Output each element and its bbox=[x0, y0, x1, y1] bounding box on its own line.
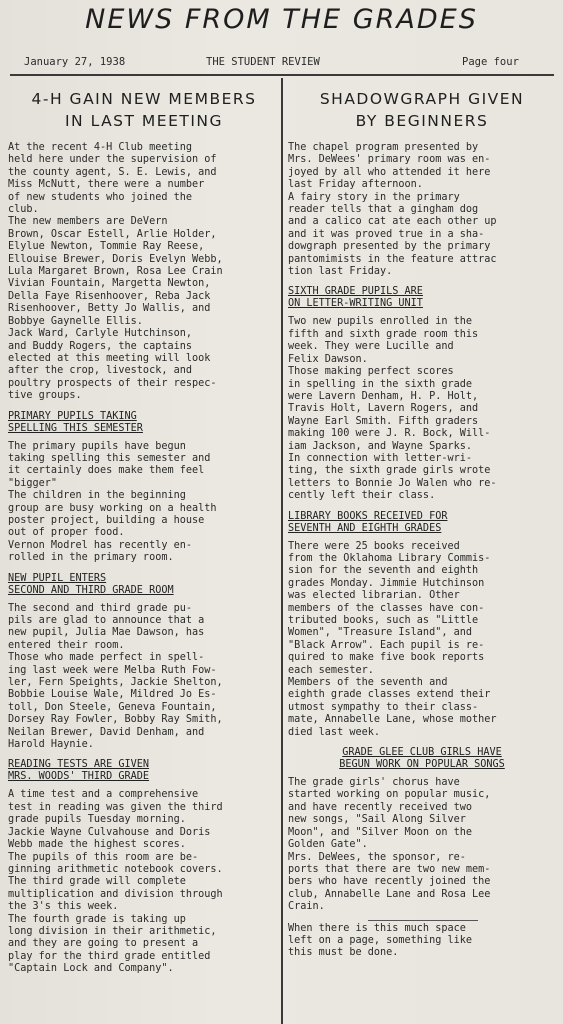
paragraph: Jack Ward, Carlyle Hutchinson, and Buddy Rogers, the captains elected at this meeting will look after the crop, livestock, and poultry prospects of their respec- tive groups. bbox=[8, 328, 217, 402]
paragraph: The grade girls' chorus have started working on popular music, and have recently received two new songs, "Sail Along Silver Moon", and "Silver Moon on the Golden Gate". bbox=[288, 777, 491, 851]
page-number: Page four bbox=[462, 56, 519, 68]
paragraph: The primary pupils have begun taking spelling this semester and it certainly does make them feel "bigger" bbox=[8, 440, 211, 489]
paragraph: The pupils of this room are be- ginning arithmetic notebook covers. bbox=[8, 851, 223, 875]
subheadline-new-pupil: NEW PUPIL ENTERS SECOND AND THIRD GRADE ROOM bbox=[8, 572, 174, 596]
paragraph: The new members are DeVern Brown, Oscar Estell, Arlie Holder, Elylue Newton, Tommie Ray Reese, Ellouise Brewer, Doris Evelyn Webb, Lula Margaret Brown, Rosa Lee Crain Vivian Fountain, Margetta Newton, Della Faye Risenhoover, Reba Jack Risenhoover, Betty Jo Wallis, and Bobbye Gaynelle Ellis. bbox=[8, 216, 223, 327]
paragraph: The chapel program presented by Mrs. DeWees' primary room was en- joyed by all who attended it here last Friday afternoon. bbox=[288, 142, 491, 191]
paragraph: A fairy story in the primary reader tells that a gingham dog and a calico cat ate each other up and it was proved true in a sha- dowgraph presented by the primary pantomimists in the feature attrac tion last Friday. bbox=[288, 191, 497, 278]
paragraph: Vernon Modrel has recently en- rolled in the primary room. bbox=[8, 539, 193, 564]
subheadline-reading-tests: READING TESTS ARE GIVEN MRS. WOODS' THIRD GRADE bbox=[8, 759, 150, 783]
subheadline-library-books: LIBRARY BOOKS RECEIVED FOR SEVENTH AND EIGHTH GRADES bbox=[288, 510, 448, 534]
section-divider bbox=[368, 920, 478, 921]
paragraph: The second and third grade pu- pils are glad to announce that a new pupil, Julia Mae Dawson, has entered their room. bbox=[8, 602, 205, 651]
subheadline-primary-spelling: PRIMARY PUPILS TAKING SPELLING THIS SEMESTER bbox=[8, 410, 143, 434]
paper-name: THE STUDENT REVIEW bbox=[206, 56, 320, 68]
paragraph: In connection with letter-wri- ting, the sixth grade girls wrote letters to Bonnie Jo Walen who re- cently left their class. bbox=[288, 452, 497, 502]
paragraph: Members of the seventh and eighth grade classes extend their utmost sympathy to their class- mate, Annabelle Lane, whose mother died last week. bbox=[288, 677, 497, 738]
column-divider bbox=[281, 78, 283, 1024]
paragraph: Two new pupils enrolled in the fifth and sixth grade room this week. They were Lucille and Felix Dawson. bbox=[288, 316, 479, 365]
left-column bbox=[8, 88, 280, 976]
subheadline-glee-club: GRADE GLEE CLUB GIRLS HAVE BEGUN WORK ON POPULAR SONGS bbox=[339, 747, 505, 771]
top-rule bbox=[10, 74, 554, 76]
paragraph: The fourth grade is taking up long division in their arithmetic, and they are going to present a play for the third grade entitled "Captain Lock and Company". bbox=[8, 913, 217, 975]
headline-4h: 4-H GAIN NEW MEMBERS IN LAST MEETING bbox=[31, 90, 257, 130]
right-column bbox=[288, 88, 556, 960]
filler-note: When there is this much space left on a page, something like this must be done. bbox=[288, 922, 473, 959]
paragraph: Those making perfect scores in spelling in the sixth grade were Lavern Denham, H. P. Holt, Travis Holt, Lavern Rogers, and Wayne Earl Smith. Fifth graders making 100 were J. R. Bock, Will- iam Jackson, and Wayne Sparks. bbox=[288, 366, 491, 452]
paragraph: Those who made perfect in spell- ing last week were Melba Ruth Fow- ler, Fern Speights, Jackie Shelton, Bobbie Louise Wale, Mildred Jo Es- toll, Don Steele, Geneva Fountain, Dorsey Ray Fowler, Bobby Ray Smith, Neilan Brewer, David Denham, and Harold Haynie. bbox=[8, 652, 223, 751]
dateline bbox=[0, 56, 563, 74]
paragraph: There were 25 books received from the Oklahoma Library Commis- sion for the seventh and eighth grades Monday. Jimmie Hutchinson was elected librarian. Other members of the classes have con- tributed books, such as "Little Women", "Treasure Island", and "Black Arrow". Each pupil is re- quired to make five book reports each semester. bbox=[288, 540, 491, 676]
paragraph: The children in the beginning group are busy working on a health poster project, building a house out of proper food. bbox=[8, 490, 217, 539]
paragraph: A time test and a comprehensive test in reading was given the third grade pupils Tuesday morning. Jackie Wayne Culvahouse and Doris Webb made the highest scores. bbox=[8, 789, 223, 851]
issue-date: January 27, 1938 bbox=[24, 56, 126, 68]
paragraph: At the recent 4-H Club meeting held here under the supervision of the county agent, S. E. Lewis, and Miss McNutt, there were a number of new students who joined the club. bbox=[8, 142, 217, 216]
subheadline-sixth-grade: SIXTH GRADE PUPILS ARE ON LETTER-WRITING UNIT bbox=[288, 286, 423, 310]
paragraph: Mrs. DeWees, the sponsor, re- ports that there are two new mem- bers who have recently joined the club, Annabelle Lane and Rosa Lee Crain. bbox=[288, 851, 491, 913]
headline-shadowgraph: SHADOWGRAPH GIVEN BY BEGINNERS bbox=[319, 90, 525, 130]
paragraph: The third grade will complete multiplication and division through the 3's this week. bbox=[8, 876, 223, 913]
masthead-title: NEWS FROM THE GRADES bbox=[85, 4, 478, 35]
